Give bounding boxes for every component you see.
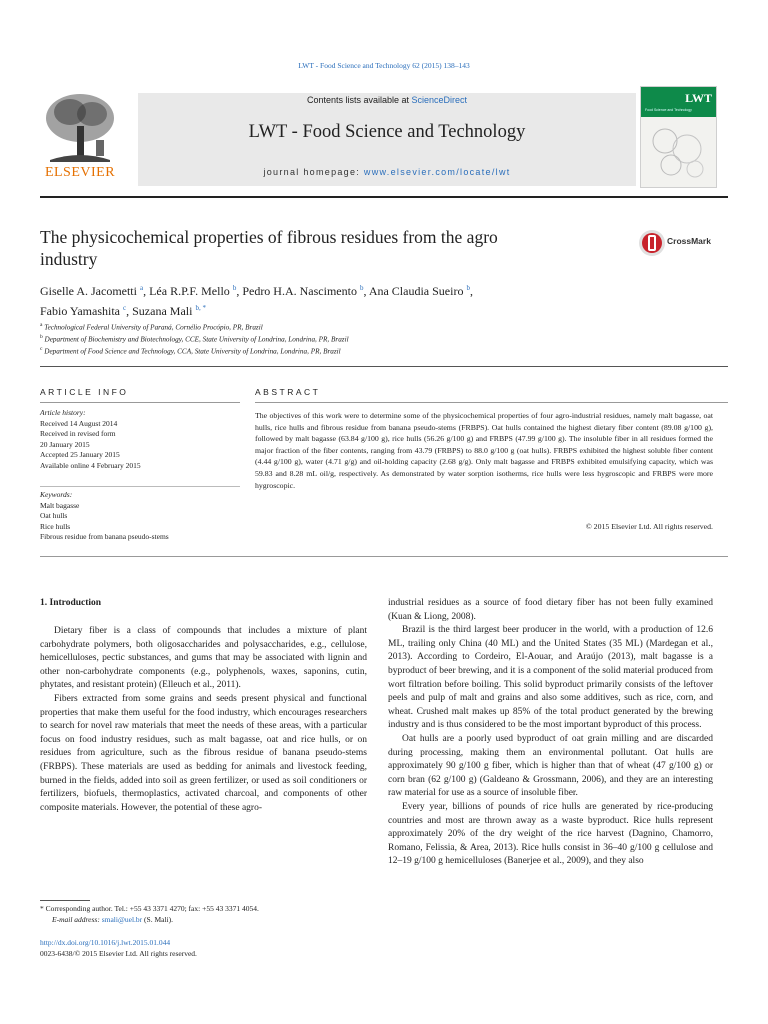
author-line2 [40,300,660,320]
author-name[interactable]: Léa R.P.F. Mello [149,284,230,298]
author-name[interactable]: Pedro H.A. Nascimento [242,284,357,298]
cover-banner [641,87,716,117]
cover-artwork [647,123,709,181]
crossmark-icon[interactable] [638,229,666,257]
keyword-item: Rice hulls [40,521,71,531]
cover-title: LWT [685,91,712,105]
paragraph: Oat hulls are a poorly used byproduct of oat grain milling and are discarded during processing, making them an environmental pollutant. Oat hulls are approximately 90 g/100 g fiber, which is higher than that of wheat (47 g/100 g) or corn bran (62 g/100 g) (Galdeano & Grossmann, 2006), and they are an interesting raw material for use as a source of insoluble fiber. [388,733,713,799]
issn-copyright: 0023-6438/© 2015 Elsevier Ltd. All rights reserved. [40,948,197,958]
author-name[interactable]: Fabio Yamashita [40,304,121,318]
affiliation-text: Technological Federal University of Paraná, Cornélio Procópio, PR, Brazil [44,323,263,332]
crossmark-label[interactable]: CrossMark [667,236,711,246]
history-item: 20 January 2015 [40,439,90,449]
keyword-item: Oat hulls [40,511,68,520]
email-suffix: (S. Mali). [142,914,174,924]
author-affil-mark[interactable]: b [359,284,364,292]
sciencedirect-link[interactable]: ScienceDirect [411,95,468,105]
history-item: Available online 4 February 2015 [40,460,141,470]
paragraph: Dietary fiber is a class of compounds that includes a mixture of plant carbohydrate polymers, both oligosaccharides and polysaccharides, e.g., cellulose, hemicelluloses, pectic substances, and gums that may be associated with lignin and other non-carbohydrate components (e.g., polyphenols, waxes, saponins, cutin, phytates, and resistant protein) (Elleuch et al., 2011). [40,626,367,691]
author-list [40,280,660,320]
abstract-copyright: © 2015 Elsevier Ltd. All rights reserved. [585,522,713,531]
section-heading-introduction: 1. Introduction [40,598,102,608]
journal-title: LWT - Food Science and Technology [248,122,526,142]
author-name[interactable]: Suzana Mali [132,304,193,318]
homepage-link[interactable]: www.elsevier.com/locate/lwt [363,167,511,177]
footnote-contact: * Corresponding author. Tel.: +55 43 3371 4270; fax: +55 43 3371 4054. [40,904,259,913]
keyword-item: Malt bagasse [40,500,80,510]
affiliation-text: Department of Biochemistry and Biotechnology, CCE, State University of Londrina, Londrina, PR, Brazil [44,335,349,344]
doi-link[interactable]: http://dx.doi.org/10.1016/j.lwt.2015.01.044 [40,938,171,947]
affiliation-a [40,322,263,331]
paragraph: Brazil is the third largest beer producer in the world, with a production of 12.6 ML, trailing only China (40 ML) and the United States (35 ML) (Mardegan et al., 2013). According to Cordeiro, El-Aouar, and Araújo (2013), malt bagasse is a byproduct of beer brewing, and it is a component of the solid material produced from wort filtration before boiling. This solid byproduct primarily consists of the leftover peels and pulp of malt and grains and also some additives, such as rice, corn, and wheat. Crushed malt makes up 85% of the total product generated by the brewing industry and is thus considered to be the most important byproduct of this process. [388,625,713,731]
body-column-right [388,597,713,869]
affiliation-rule [40,366,728,367]
history-item: Accepted 25 January 2015 [40,450,120,459]
history-label: Article history: [40,408,86,417]
affiliation-c [40,346,341,355]
journal-homepage [138,167,636,177]
paragraph: industrial residues as a source of food dietary fiber has not been fully examined (Kuan & Liong, 2008). [388,598,713,622]
abstract-text: The objectives of this work were to determine some of the physicochemical properties of four agro-industrial residues, namely malt bagasse, oat hulls, rice hulls and fibrous residue from banana pseudo-stems (FRBPS). Oat hulls contained the highest dietary fiber content (89.08 g/100 g), followed by malt bagasse (63.84 g/100 g), rice hulls (56.26 g/100 g) and FRBPS (47.99 g/100 g). The insoluble fiber in all residues formed the major fraction of the fiber contents, ranging from 43.79 (FRBPS) to 88.0 g/100 g (oat hulls). FRBPS exhibited the highest soluble fiber content (4.44 g/100 g), water (4.71 g/g) and oil-holding capacity (2.68 g/g). Only malt bagasse and FRBPS exhibited emulsifying capacity, which was 59.83 and 8.28 mL oil/g, respectively. As demonstrated by water sorption isotherms, rice hulls were less hygroscopic and FRBPS were more hygroscopic. [255,411,713,490]
homepage-prefix: journal homepage: [263,167,364,177]
author-name[interactable]: Giselle A. Jacometti [40,284,137,298]
affiliation-text: Department of Food Science and Technology, CCA, State University of Londrina, Londrina, PR, Brazil [44,347,341,356]
author-affil-mark[interactable]: b [232,284,237,292]
paragraph: Every year, billions of pounds of rice hulls are generated by rice-producing countries and most are thrown away as a waste byproduct. Rice hulls represent approximately 20% of the dry weight of the rice harvest (Dagnino, Chamorro, Romano, Felissia, & Area, 2013). Rice hulls consist in 36–40 g/100 g cellulose and 12–19 g/100 g hemicelluloses (Banerjee et al., 2009), and they also [388,801,713,867]
abstract-rule [255,402,728,403]
article-title-line2: industry [40,249,98,269]
footnote-rule [40,900,90,901]
author-sep: , [363,284,369,298]
keywords-label: Keywords: [40,490,73,499]
corresponding-author-footnote [40,904,370,925]
body-column-left [40,625,367,815]
history-item: Received in revised form [40,429,116,438]
author-sep: , [126,304,133,318]
article-info-heading: ARTICLE INFO [40,387,129,397]
affiliation-b [40,334,349,343]
affiliation-mark: a [40,322,43,328]
author-sep: , [469,284,473,298]
contents-line [138,95,636,105]
author-sep: , [143,284,150,298]
article-history [40,408,240,471]
affiliation-mark: c [40,346,43,352]
author-line1 [40,280,660,300]
header-rule [40,196,728,198]
cover-subtitle: Food Science and Technology [645,108,692,112]
email-label: E-mail address: [52,914,102,924]
history-item: Received 14 August 2014 [40,418,118,428]
contents-prefix: Contents lists available at [306,95,412,105]
footnote-email-line [40,915,370,926]
article-title-line1: The physicochemical properties of fibrous residues from the agro [40,227,498,247]
author-affil-mark[interactable]: b [466,284,470,292]
keywords-rule [40,486,240,487]
author-name[interactable]: Ana Claudia Sueiro [368,284,464,298]
keyword-item: Fibrous residue from banana pseudo-stems [40,532,169,541]
author-affil-mark[interactable]: c [123,304,127,312]
keywords [40,490,250,543]
paragraph: Fibers extracted from some grains and seeds present physical and functional properties that make them useful for the food industry, which encourages researchers to search for novel raw materials that meet the needs of these areas, with a particular focus on food industry residues, such as malt bagasse, oat and rice hulls, or on residues from agriculture, such as the fibrous residue of banana pseudo-stems (FRBPS). These materials are used as bedding for animals and livestock feeding, burned in the fields, added into soil as green fertilizer, or used as soil conditioners or fertilizers, biofuels, thermoplastics, activated charcoal, and components of other composite materials. However, the potential of these agro- [40,693,367,813]
doi-block [40,938,197,959]
elsevier-wordmark: ELSEVIER [44,165,116,180]
email-link[interactable]: smali@uel.br [101,914,143,924]
author-affil-mark[interactable]: a [139,284,144,292]
abstract-bottom-rule [40,556,728,557]
journal-cover-thumbnail[interactable] [640,86,717,188]
article-info-rule [40,402,240,403]
journal-citation[interactable]: LWT - Food Science and Technology 62 (2015) 138–143 [298,61,470,70]
author-sep: , [236,284,243,298]
article-title [40,226,615,270]
abstract-heading: ABSTRACT [255,387,321,397]
affiliation-mark: b [40,334,43,340]
author-affil-mark[interactable]: b, * [195,304,206,312]
